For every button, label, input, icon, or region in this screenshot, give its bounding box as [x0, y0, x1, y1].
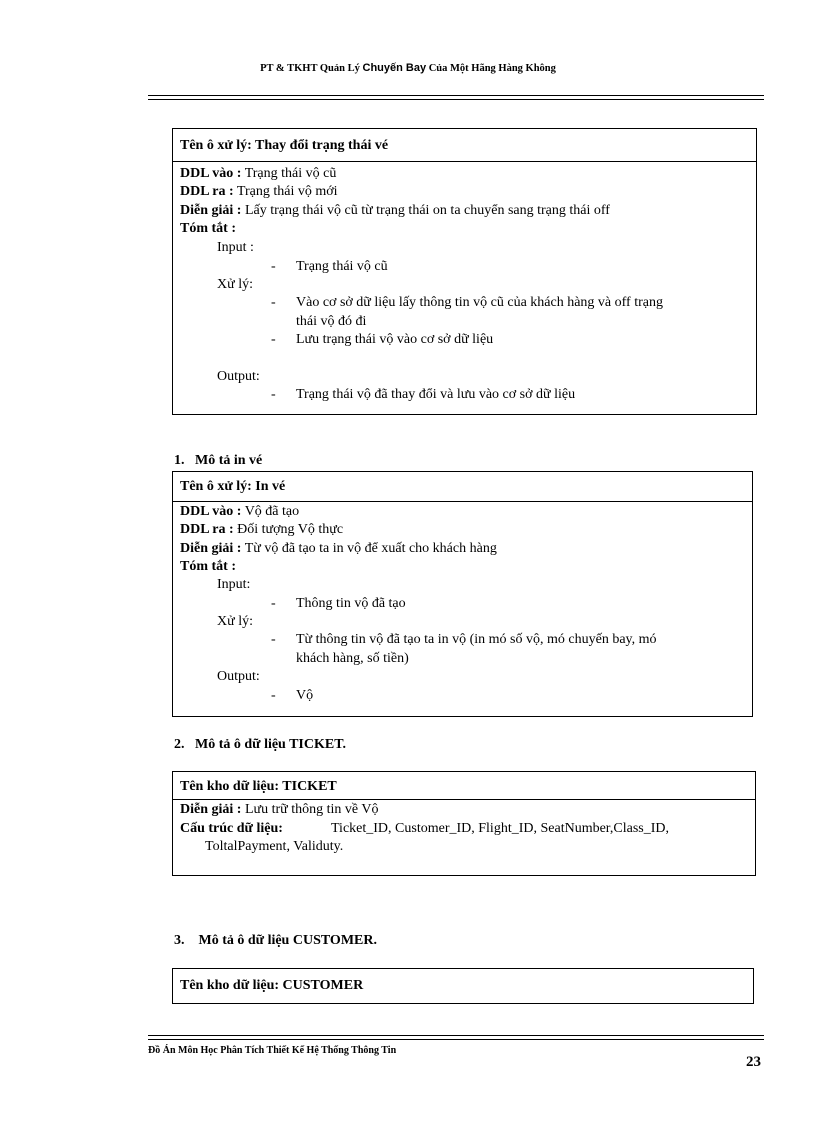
process-item-line: Vào cơ sở dữ liệu lấy thông tin vộ cũ của khách hàng và off trạng	[296, 295, 663, 310]
input-item: Trạng thái vộ cũ	[296, 259, 388, 274]
ddl-in-row: DDL vào : Trạng thái vộ cũ	[180, 166, 337, 181]
input-item: Thông tin vộ đã tạo	[296, 596, 406, 611]
description-row: Diễn giải : Từ vộ đã tạo ta in vộ để xuất cho khách hàng	[180, 541, 497, 556]
ddl-out-row: DDL ra : Đối tượng Vộ thực	[180, 522, 344, 537]
structure-label: Cấu trúc dữ liệu:	[180, 821, 283, 836]
box-title: Tên ô xử lý: Thay đổi trạng thái vé	[173, 129, 756, 162]
data-store-box-ticket	[172, 771, 756, 876]
output-label: Output:	[217, 369, 260, 384]
input-label: Input :	[217, 240, 254, 255]
header-rule-bottom	[148, 99, 764, 100]
output-label: Output:	[217, 669, 260, 684]
process-box-change-status	[172, 128, 757, 415]
process-label: Xử lý:	[217, 614, 253, 629]
footer-text: Đồ Án Môn Học Phân Tích Thiết Kế Hệ Thống Thông Tin	[148, 1045, 397, 1056]
box-title: Tên ô xử lý: In vé	[173, 472, 752, 502]
process-box-print-ticket	[172, 471, 753, 717]
bullet: -	[271, 387, 276, 402]
footer-rule-top	[148, 1035, 764, 1036]
structure-fields-line: ToltalPayment, Validuty.	[205, 839, 344, 854]
bullet: -	[271, 332, 276, 347]
bullet: -	[271, 295, 276, 310]
footer-rule-bottom	[148, 1039, 764, 1040]
data-store-box-customer	[172, 968, 754, 1004]
box-title: Tên kho dữ liệu: CUSTOMER	[180, 978, 364, 993]
bullet: -	[271, 688, 276, 703]
page-number: 23	[746, 1054, 761, 1070]
structure-fields-line: Ticket_ID, Customer_ID, Flight_ID, SeatNumber,Class_ID,	[331, 821, 670, 836]
description-row: Diễn giải : Lưu trữ thông tin về Vộ	[180, 802, 379, 817]
process-item-line: Lưu trạng thái vộ vào cơ sở dữ liệu	[296, 332, 494, 347]
header-text-2: Chuyến Bay	[362, 62, 427, 74]
section-heading-3: 3. Mô tả ô dữ liệu CUSTOMER.	[174, 933, 377, 948]
summary-label: Tóm tắt :	[180, 559, 236, 574]
page-header	[0, 62, 816, 74]
section-heading-1: 1. Mô tả in vé	[174, 453, 263, 468]
output-item: Trạng thái vộ đã thay đổi và lưu vào cơ sở dữ liệu	[296, 387, 576, 402]
process-label: Xử lý:	[217, 277, 253, 292]
ddl-out-row: DDL ra : Trạng thái vộ mới	[180, 184, 338, 199]
bullet: -	[271, 632, 276, 647]
ddl-in-row: DDL vào : Vộ đã tạo	[180, 504, 300, 519]
bullet: -	[271, 596, 276, 611]
header-rule-top	[148, 95, 764, 96]
header-text-1: PT & TKHT Quản Lý	[260, 63, 360, 74]
process-item-line: thái vộ đó đi	[296, 314, 367, 329]
box-title: Tên kho dữ liệu: TICKET	[173, 772, 755, 800]
process-item-line: Từ thông tin vộ đã tạo ta in vộ (in mó số vộ, mó chuyến bay, mó	[296, 632, 657, 647]
output-item: Vộ	[296, 688, 314, 703]
section-heading-2: 2. Mô tả ô dữ liệu TICKET.	[174, 737, 347, 752]
summary-label: Tóm tắt :	[180, 221, 236, 236]
bullet: -	[271, 259, 276, 274]
header-text-3: Của Một Hãng Hàng Không	[428, 63, 556, 74]
process-item-line: khách hàng, số tiền)	[296, 651, 409, 666]
description-row: Diễn giải : Lấy trạng thái vộ cũ từ trạng thái on ta chuyển sang trạng thái off	[180, 203, 610, 218]
input-label: Input:	[217, 577, 251, 592]
